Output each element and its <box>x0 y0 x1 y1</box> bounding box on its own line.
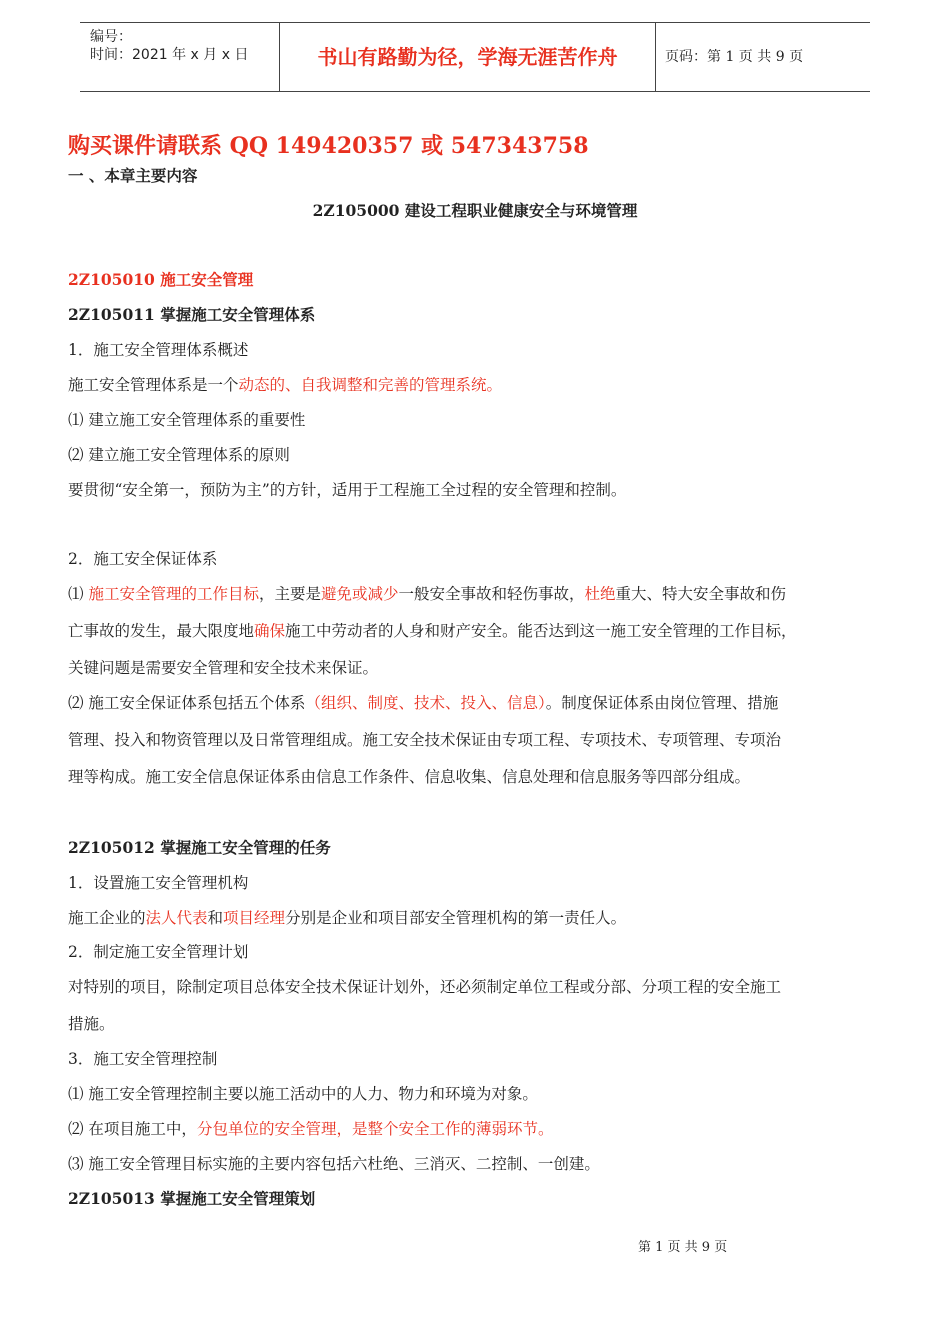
s1-heading: 2Z105011 掌握施工安全管理体系 <box>68 305 316 324</box>
s1-sub2: ⑵ 建立施工安全管理体系的原则 <box>68 446 290 464</box>
s1-paragraph2: 要贯彻“安全第一，预防为主”的方针，适用于工程施工全过程的安全管理和控制。 <box>68 481 627 499</box>
number-label: 编号： <box>90 29 132 45</box>
header-page-label: 页码：第 1 页 共 9 页 <box>665 49 804 65</box>
s1-paragraph1: 施工安全管理体系是一个动态的、自我调整和完善的管理系统。 <box>68 376 503 394</box>
s3-heading: 2Z105013 掌握施工安全管理策划 <box>68 1189 316 1208</box>
s2-sub2: ⑵ 在项目施工中，分包单位的安全管理，是整个安全工作的薄弱环节。 <box>68 1120 554 1138</box>
header-meta <box>80 23 280 91</box>
s2-heading: 2Z105012 掌握施工安全管理的任务 <box>68 838 331 857</box>
s1-item1: 1．施工安全管理体系概述 <box>68 341 249 359</box>
header-motto: 书山有路勤为径，学海无涯苦作舟 <box>280 23 656 91</box>
section-heading: 2Z105010 施工安全管理 <box>68 270 254 289</box>
s1-paragraph3-line2: 亡事故的发生，最大限度地确保施工中劳动者的人身和财产安全。能否达到这一施工安全管理的工作目标， <box>68 622 797 640</box>
s2-sub3: ⑶ 施工安全管理目标实施的主要内容包括六杜绝、三消灭、二控制、一创建。 <box>68 1155 600 1173</box>
s1-sub1: ⑴ 建立施工安全管理体系的重要性 <box>68 411 306 429</box>
s2-paragraph2: 对特别的项目，除制定项目总体安全技术保证计划外，还必须制定单位工程或分部、分项工程的安全施工 <box>68 978 782 996</box>
page-header <box>80 22 870 92</box>
s2-paragraph1: 施工企业的法人代表和项目经理分别是企业和项目部安全管理机构的第一责任人。 <box>68 909 627 927</box>
s1-paragraph4-line3: 理等构成。施工安全信息保证体系由信息工作条件、信息收集、信息处理和信息服务等四部分组成。 <box>68 768 751 786</box>
page-footer: 第 1 页 共 9 页 <box>638 1240 728 1255</box>
s1-paragraph3-line3: 关键问题是需要安全管理和安全技术来保证。 <box>68 659 379 677</box>
s2-item1: 1．设置施工安全管理机构 <box>68 874 249 892</box>
s2-item3: 3．施工安全管理控制 <box>68 1050 218 1068</box>
s1-paragraph4: ⑵ 施工安全保证体系包括五个体系（组织、制度、技术、投入、信息）。制度保证体系由岗位管理、措施 <box>68 694 779 712</box>
ad-line: 购买课件请联系 QQ 149420357 或 547343758 <box>68 133 589 159</box>
s2-item2: 2．制定施工安全管理计划 <box>68 943 249 961</box>
chapter-heading: 一 、本章主要内容 <box>68 166 198 185</box>
s1-paragraph3: ⑴ 施工安全管理的工作目标，主要是避免或减少一般安全事故和轻伤事故，杜绝重大、特大安全事故和伤 <box>68 585 787 603</box>
s2-paragraph2-line2: 措施。 <box>68 1015 115 1033</box>
time-label: 时间：2021 年 x 月 x 日 <box>90 47 249 63</box>
s2-sub1: ⑴ 施工安全管理控制主要以施工活动中的人力、物力和环境为对象。 <box>68 1085 538 1103</box>
document-title: 2Z105000 建设工程职业健康安全与环境管理 <box>312 201 638 220</box>
s1-paragraph4-line2: 管理、投入和物资管理以及日常管理组成。施工安全技术保证由专项工程、专项技术、专项管理、专项治 <box>68 731 782 749</box>
s1-item2: 2．施工安全保证体系 <box>68 550 218 568</box>
